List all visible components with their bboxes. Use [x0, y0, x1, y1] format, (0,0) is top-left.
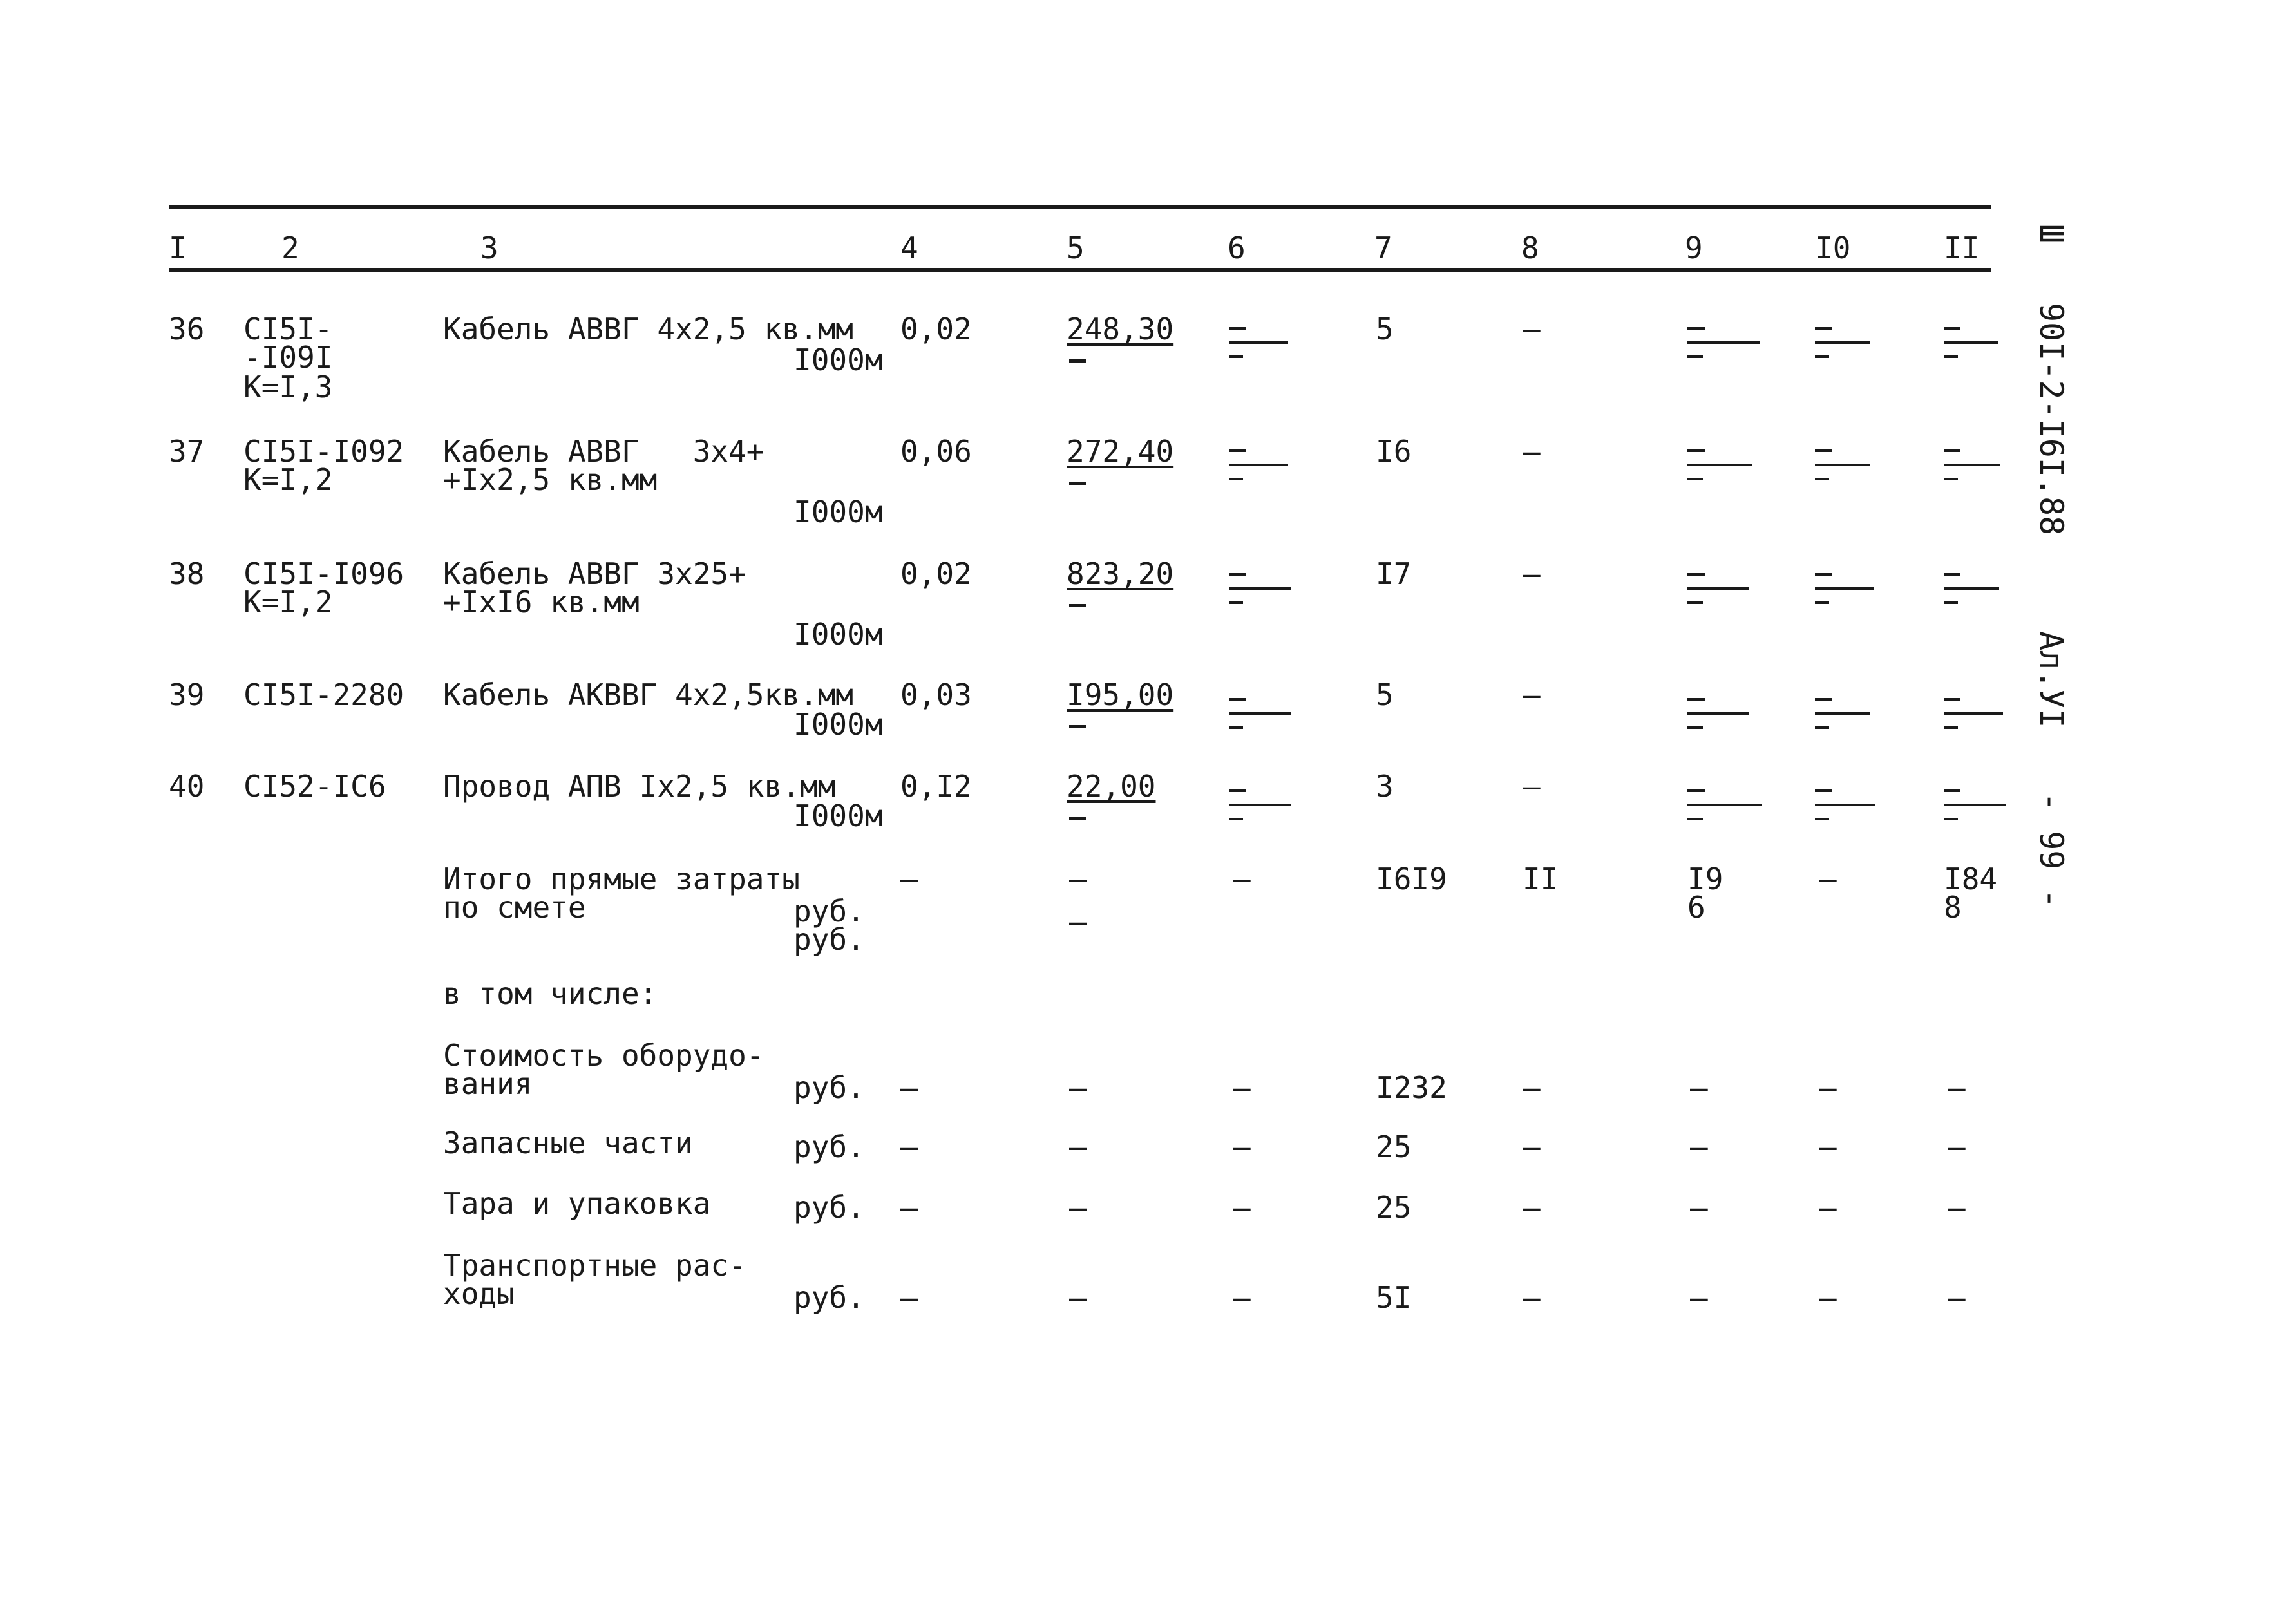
- header-top-rule: [169, 205, 1991, 209]
- item-label: Запасные части: [443, 1126, 693, 1160]
- col-header-6: 6: [1228, 231, 1246, 265]
- item-col6: –: [1233, 1129, 1251, 1164]
- unit-price: 272,40: [1067, 434, 1174, 469]
- item-col7: 25: [1376, 1129, 1412, 1164]
- item-col4: –: [900, 1070, 918, 1105]
- row-number: 37: [169, 434, 205, 469]
- dash-mark: [1069, 817, 1086, 820]
- price-code: CI5I-: [243, 312, 333, 346]
- col-header-5: 5: [1067, 231, 1085, 265]
- item-col11: –: [1948, 1190, 1966, 1225]
- item-description: Провод АПВ Iх2,5 кв.мм: [443, 769, 836, 804]
- item-unit: руб.: [793, 1070, 865, 1105]
- total-col9: I9: [1687, 862, 1723, 896]
- item-col6: –: [1233, 1190, 1251, 1225]
- item-col5: –: [1069, 1280, 1087, 1315]
- quantity: 0,02: [900, 312, 972, 346]
- quantity: 0,03: [900, 677, 972, 712]
- col-header-2: 2: [281, 231, 299, 265]
- cost-col8: –: [1523, 677, 1541, 712]
- dash-mark: [1069, 725, 1086, 728]
- col-header-7: 7: [1374, 231, 1392, 265]
- total-col11: I84: [1944, 862, 1998, 896]
- price-code: CI5I-2280: [243, 677, 404, 712]
- dash-mark: [1069, 482, 1086, 485]
- item-label: вания: [443, 1066, 533, 1101]
- item-col4: –: [900, 1190, 918, 1225]
- album-number: Ал.УI: [2033, 631, 2070, 728]
- cost-col7: 5: [1376, 677, 1394, 712]
- item-description: +IхI6 кв.мм: [443, 585, 640, 619]
- item-col4: –: [900, 1280, 918, 1315]
- unit-price: 248,30: [1067, 312, 1174, 346]
- item-col4: –: [900, 1129, 918, 1164]
- cost-col8: –: [1523, 434, 1541, 469]
- price-code: -I09I: [243, 340, 333, 375]
- col-header-8: 8: [1521, 231, 1539, 265]
- cost-col8: –: [1523, 312, 1541, 346]
- item-col10: –: [1819, 1280, 1837, 1315]
- row-number: 38: [169, 556, 205, 591]
- unit-price: 823,20: [1067, 556, 1174, 591]
- price-code: K=I,3: [243, 370, 333, 404]
- col-header-4: 4: [900, 231, 918, 265]
- item-col9: –: [1690, 1070, 1708, 1105]
- document-number: 90I-2-I6I.88: [2033, 303, 2070, 536]
- cost-col8: –: [1523, 769, 1541, 804]
- total-col9: 6: [1687, 890, 1705, 925]
- price-code: CI5I-I096: [243, 556, 404, 591]
- item-col9: –: [1690, 1129, 1708, 1164]
- cost-col8: –: [1523, 556, 1541, 591]
- item-unit: руб.: [793, 1280, 865, 1315]
- quantity: 0,I2: [900, 769, 972, 804]
- unit-of-measure: I000м: [793, 343, 883, 377]
- cost-col7: 3: [1376, 769, 1394, 804]
- unit-of-measure: I000м: [793, 798, 883, 833]
- total-col6: –: [1233, 862, 1251, 896]
- margin-section-mark: Ш: [2033, 224, 2070, 244]
- cost-col7: I7: [1376, 556, 1412, 591]
- total-col11: 8: [1944, 890, 1962, 925]
- total-col4: –: [900, 862, 918, 896]
- row-number: 39: [169, 677, 205, 712]
- col-header-3: 3: [480, 231, 498, 265]
- dash-mark: [1069, 604, 1086, 607]
- unit-of-measure: I000м: [793, 707, 883, 742]
- price-code: CI52-IC6: [243, 769, 386, 804]
- item-col8: –: [1523, 1280, 1541, 1315]
- item-col9: –: [1690, 1280, 1708, 1315]
- item-col8: –: [1523, 1070, 1541, 1105]
- item-description: Кабель АКВВГ 4х2,5кв.мм: [443, 677, 853, 712]
- item-col10: –: [1819, 1129, 1837, 1164]
- unit-price: I95,00: [1067, 677, 1174, 712]
- total-col5: –: [1069, 862, 1087, 896]
- row-number: 36: [169, 312, 205, 346]
- page-number: - 99 -: [2033, 792, 2070, 909]
- item-unit: руб.: [793, 1129, 865, 1164]
- col-header-9: 9: [1685, 231, 1703, 265]
- quantity: 0,02: [900, 556, 972, 591]
- total-unit: руб.: [793, 894, 865, 929]
- dash-mark: [1069, 359, 1086, 363]
- item-description: Кабель АВВГ 3х25+: [443, 556, 746, 591]
- quantity: 0,06: [900, 434, 972, 469]
- item-col5: –: [1069, 1190, 1087, 1225]
- item-col10: –: [1819, 1070, 1837, 1105]
- total-col5: –: [1069, 904, 1087, 939]
- item-description: Кабель АВВГ 4х2,5 кв.мм: [443, 312, 853, 346]
- unit-price: 22,00: [1067, 769, 1156, 804]
- item-description: +Iх2,5 кв.мм: [443, 462, 658, 497]
- total-col8: II: [1523, 862, 1559, 896]
- cost-col7: I6: [1376, 434, 1412, 469]
- item-col9: –: [1690, 1190, 1708, 1225]
- cost-col7: 5: [1376, 312, 1394, 346]
- item-col5: –: [1069, 1070, 1087, 1105]
- price-code: K=I,2: [243, 585, 333, 619]
- item-col8: –: [1523, 1129, 1541, 1164]
- item-unit: руб.: [793, 1190, 865, 1225]
- item-col6: –: [1233, 1070, 1251, 1105]
- item-col7: I232: [1376, 1070, 1447, 1105]
- row-number: 40: [169, 769, 205, 804]
- total-label: по смете: [443, 890, 586, 925]
- item-col10: –: [1819, 1190, 1837, 1225]
- total-label: Итого прямые затраты: [443, 862, 800, 896]
- including-label: в том числе:: [443, 976, 658, 1011]
- item-col7: 25: [1376, 1190, 1412, 1225]
- col-header-10: I0: [1815, 231, 1851, 265]
- item-col11: –: [1948, 1129, 1966, 1164]
- col-header-11: II: [1944, 231, 1980, 265]
- item-label: Тара и упаковка: [443, 1186, 711, 1221]
- item-col6: –: [1233, 1280, 1251, 1315]
- unit-of-measure: I000м: [793, 617, 883, 652]
- item-label: ходы: [443, 1276, 515, 1311]
- price-code: CI5I-I092: [243, 434, 404, 469]
- price-code: K=I,2: [243, 462, 333, 497]
- item-col8: –: [1523, 1190, 1541, 1225]
- item-description: Кабель АВВГ 3х4+: [443, 434, 764, 469]
- item-col11: –: [1948, 1280, 1966, 1315]
- total-col7: I6I9: [1376, 862, 1447, 896]
- item-label: Стоимость оборудо-: [443, 1038, 764, 1073]
- item-label: Транспортные рас-: [443, 1248, 746, 1283]
- item-col7: 5I: [1376, 1280, 1412, 1315]
- total-col10: –: [1819, 862, 1837, 896]
- total-unit: руб.: [793, 922, 865, 957]
- header-bottom-rule: [169, 268, 1991, 272]
- unit-of-measure: I000м: [793, 495, 883, 529]
- item-col5: –: [1069, 1129, 1087, 1164]
- col-header-1: I: [169, 231, 187, 265]
- item-col11: –: [1948, 1070, 1966, 1105]
